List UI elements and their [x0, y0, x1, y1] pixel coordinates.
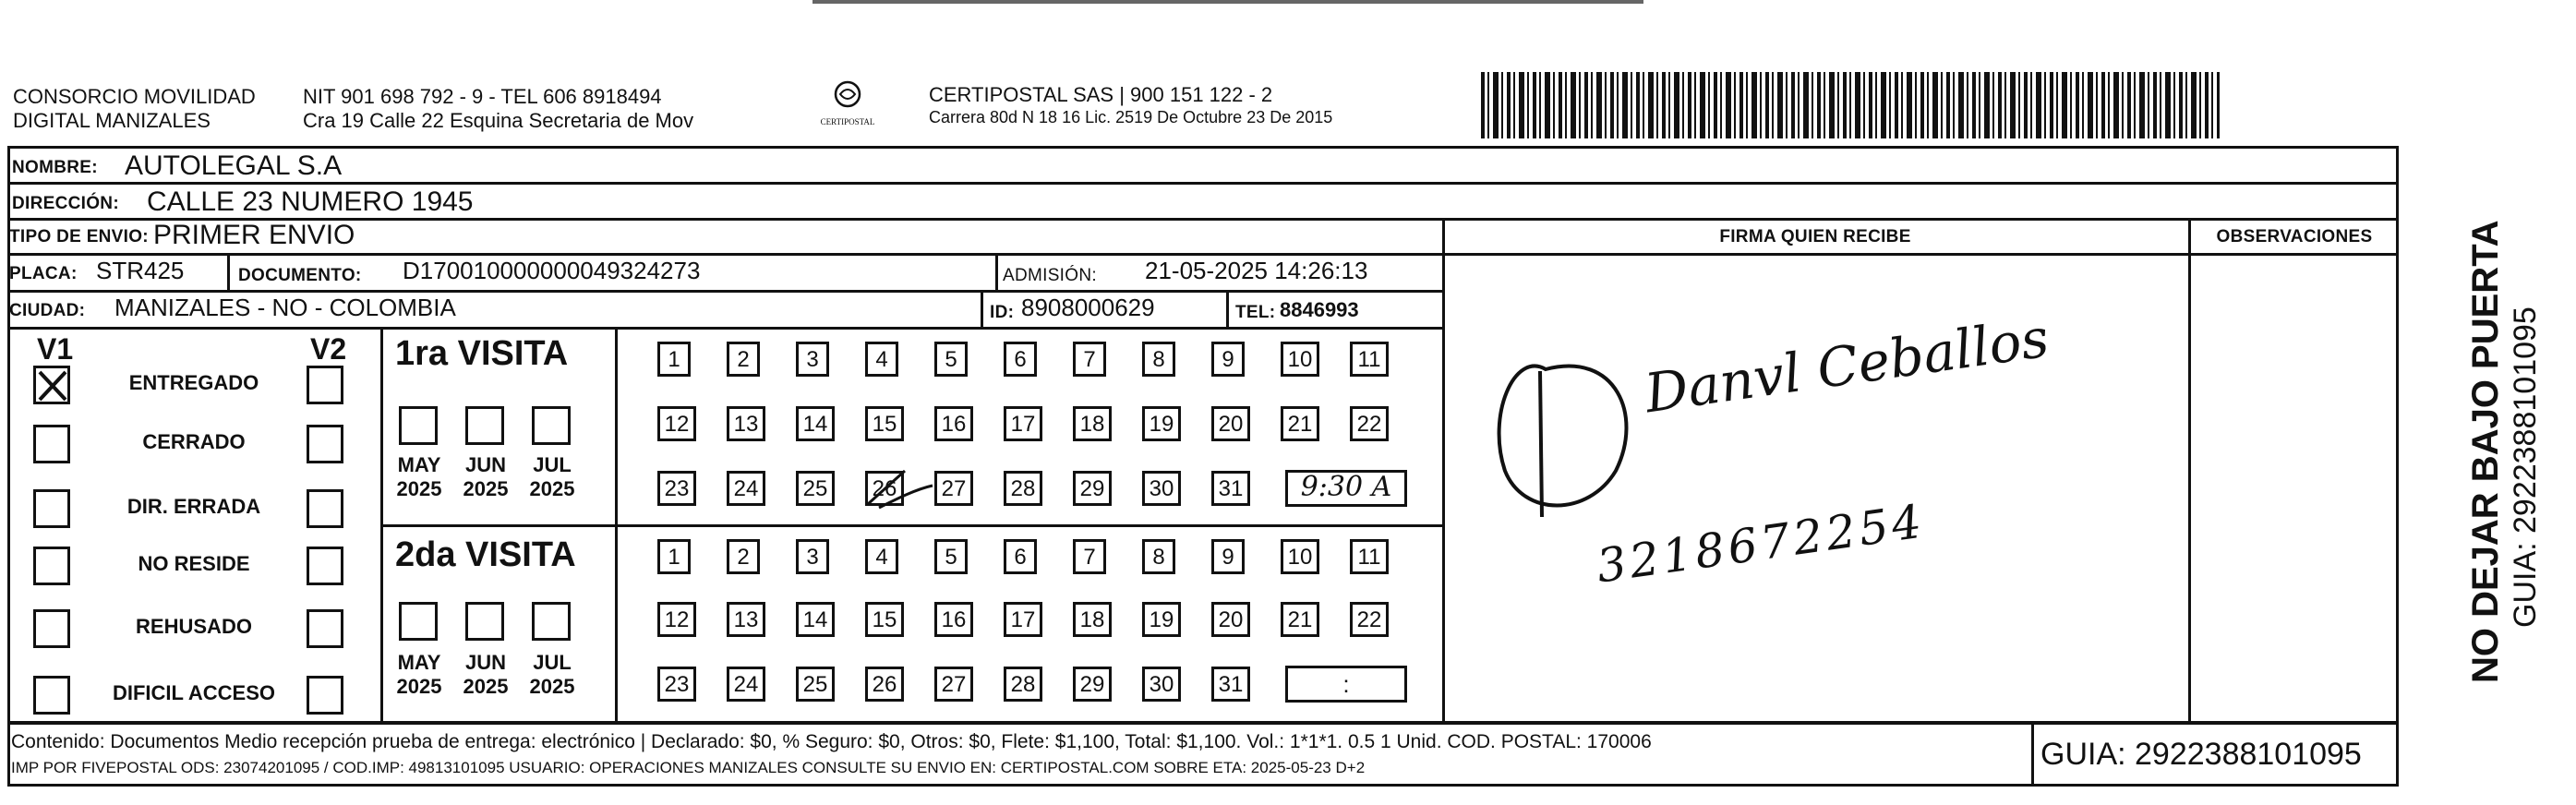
- day-box[interactable]: 3: [796, 539, 829, 574]
- v2-checkbox[interactable]: [307, 609, 343, 648]
- day-box[interactable]: 17: [1004, 406, 1042, 441]
- day-box[interactable]: 21: [1281, 406, 1319, 441]
- documento-value: D170010000000049324273: [403, 257, 701, 284]
- placa-value: STR425: [96, 257, 185, 284]
- day-26-mark: [861, 462, 934, 517]
- company-name: [13, 85, 256, 133]
- day-box[interactable]: 9: [1211, 342, 1245, 377]
- day-box[interactable]: 25: [796, 471, 835, 506]
- visit1-title: 1ra VISITA: [395, 334, 569, 373]
- day-box[interactable]: 13: [727, 406, 765, 441]
- status-label: ENTREGADO: [128, 371, 259, 394]
- day-box[interactable]: 25: [796, 667, 835, 702]
- v2-label: V2: [310, 332, 347, 366]
- direccion-row: [7, 182, 2399, 221]
- firma-label: FIRMA QUIEN RECIBE: [1719, 227, 1911, 246]
- day-box[interactable]: 30: [1142, 667, 1181, 702]
- certipostal-logo-icon: [829, 79, 866, 113]
- day-box[interactable]: 23: [657, 667, 696, 702]
- documento-label: DOCUMENTO:: [238, 266, 362, 285]
- nombre-value: AUTOLEGAL S.A: [125, 150, 343, 181]
- company-line-1: CONSORCIO MOVILIDAD: [13, 85, 256, 108]
- day-box[interactable]: 15: [865, 602, 904, 637]
- day-box[interactable]: 22: [1350, 406, 1389, 441]
- v1-checkbox[interactable]: [33, 489, 70, 528]
- footer-guia: GUIA: 2922388101095: [2040, 737, 2362, 772]
- tel-value: 8846993: [1280, 298, 1359, 321]
- tel-label: TEL:: [1235, 303, 1276, 322]
- v1-checkbox[interactable]: [33, 609, 70, 648]
- tipo-value: PRIMER ENVIO: [153, 220, 355, 250]
- v1-checkbox[interactable]: [33, 676, 70, 715]
- year-label: 2025: [463, 675, 509, 698]
- day-box[interactable]: 24: [727, 471, 765, 506]
- nombre-label: NOMBRE:: [12, 158, 98, 177]
- footer-imp: IMP POR FIVEPOSTAL ODS: 23074201095 / COD.IMP: 49813101095 USUARIO: OPERACIONES MANIZALES CONSULTE SU ENVIO EN: CERTIPOSTAL.COM SOBRE ETA: 2025-05-23 D+2: [11, 759, 1366, 776]
- certipostal-line-1: CERTIPOSTAL SAS | 900 151 122 - 2: [929, 83, 1273, 106]
- status-label: NO RESIDE: [138, 552, 250, 575]
- year-label: 2025: [529, 675, 575, 698]
- v1-checkbox[interactable]: [33, 425, 70, 463]
- status-label: DIR. ERRADA: [126, 495, 261, 518]
- month-label: JUN: [464, 453, 506, 476]
- v2-checkbox[interactable]: [307, 489, 343, 528]
- month-label: JUL: [533, 453, 572, 476]
- day-box[interactable]: 20: [1211, 602, 1250, 637]
- v1-checkbox[interactable]: [33, 366, 70, 404]
- admision-value: 21-05-2025 14:26:13: [1145, 257, 1368, 284]
- day-box[interactable]: 30: [1142, 471, 1181, 506]
- day-box[interactable]: 9: [1211, 539, 1245, 574]
- day-box[interactable]: 27: [934, 471, 973, 506]
- day-box[interactable]: 16: [934, 406, 973, 441]
- year-label: 2025: [396, 675, 442, 698]
- day-box[interactable]: 12: [657, 602, 696, 637]
- logo-text: CERTIPOSTAL: [820, 117, 875, 126]
- day-box[interactable]: 4: [865, 539, 898, 574]
- month-checkbox[interactable]: [532, 602, 571, 641]
- day-box[interactable]: 28: [1004, 471, 1042, 506]
- day-box[interactable]: 19: [1142, 602, 1181, 637]
- company-line-2: DIGITAL MANIZALES: [13, 109, 211, 132]
- day-box[interactable]: 5: [934, 342, 968, 377]
- v2-checkbox[interactable]: [307, 366, 343, 404]
- day-box[interactable]: 14: [796, 406, 835, 441]
- signature-name: Danvl Ceballos: [1641, 306, 2052, 426]
- day-box[interactable]: 6: [1004, 539, 1037, 574]
- nombre-row: [7, 146, 2399, 185]
- month-label: MAY: [397, 453, 441, 476]
- placa-label: PLACA:: [9, 264, 78, 283]
- year-label: 2025: [396, 477, 442, 500]
- day-box[interactable]: 19: [1142, 406, 1181, 441]
- day-box[interactable]: 16: [934, 602, 973, 637]
- top-edge: [813, 0, 1643, 4]
- day-box[interactable]: 10: [1281, 342, 1319, 377]
- day-box[interactable]: 1: [657, 342, 691, 377]
- direccion-value: CALLE 23 NUMERO 1945: [147, 186, 474, 217]
- v2-checkbox[interactable]: [307, 547, 343, 585]
- signature-phone: 3218672254: [1593, 494, 1929, 594]
- day-box[interactable]: 10: [1281, 539, 1319, 574]
- day-box[interactable]: 1: [657, 539, 691, 574]
- day-box[interactable]: 11: [1350, 539, 1389, 574]
- day-box[interactable]: 6: [1004, 342, 1037, 377]
- month-checkbox[interactable]: [465, 406, 504, 445]
- day-box[interactable]: 31: [1211, 471, 1250, 506]
- day-box[interactable]: 8: [1142, 342, 1175, 377]
- v2-checkbox[interactable]: [307, 425, 343, 463]
- month-label: JUL: [533, 651, 572, 674]
- footer-contenido: Contenido: Documentos Medio recepción prueba de entrega: electrónico | Declarado: $0, % Seguro: $0, Otros: $0, Flete: $1,100, Total: $1,100. Vol.: 1*1*1. 0.5 1 Unid. COD. POSTAL: 170006: [11, 731, 1652, 752]
- day-box[interactable]: 14: [796, 602, 835, 637]
- observaciones-label: OBSERVACIONES: [2216, 227, 2373, 246]
- ciudad-label: CIUDAD:: [9, 301, 86, 320]
- address-line: Cra 19 Calle 22 Esquina Secretaria de Mov: [303, 109, 694, 132]
- month-label: MAY: [397, 651, 441, 674]
- day-box[interactable]: 24: [727, 667, 765, 702]
- day-box[interactable]: 21: [1281, 602, 1319, 637]
- status-label: DIFICIL ACCESO: [112, 681, 275, 704]
- barcode: [1481, 72, 2220, 138]
- side-guia: GUIA: 2922388101095: [2508, 306, 2543, 628]
- year-label: 2025: [463, 477, 509, 500]
- v1-label: V1: [37, 332, 74, 366]
- nit-line: NIT 901 698 792 - 9 - TEL 606 8918494: [303, 85, 662, 108]
- id-label: ID:: [990, 303, 1015, 322]
- day-box[interactable]: 17: [1004, 602, 1042, 637]
- day-box[interactable]: 18: [1073, 602, 1112, 637]
- visit2-title: 2da VISITA: [395, 535, 576, 574]
- day-box[interactable]: 2: [727, 342, 760, 377]
- month-checkbox[interactable]: [399, 602, 438, 641]
- month-checkbox[interactable]: [465, 602, 504, 641]
- visit2-time[interactable]: :: [1285, 666, 1407, 703]
- company-contact: [303, 85, 693, 133]
- side-no-dejar: NO DEJAR BAJO PUERTA: [2465, 220, 2506, 683]
- month-label: JUN: [464, 651, 506, 674]
- day-box[interactable]: 7: [1073, 342, 1106, 377]
- day-box[interactable]: 31: [1211, 667, 1250, 702]
- day-box[interactable]: 3: [796, 342, 829, 377]
- year-label: 2025: [529, 477, 575, 500]
- v1-checkbox[interactable]: [33, 547, 70, 585]
- day-box[interactable]: 8: [1142, 539, 1175, 574]
- status-label: REHUSADO: [136, 615, 252, 638]
- ciudad-value: MANIZALES - NO - COLOMBIA: [114, 294, 456, 321]
- admision-label: ADMISIÓN:: [1003, 266, 1097, 285]
- day-box[interactable]: 26: [865, 667, 904, 702]
- tipo-label: TIPO DE ENVIO:: [9, 227, 149, 246]
- status-label: CERRADO: [142, 430, 246, 453]
- direccion-label: DIRECCIÓN:: [12, 194, 119, 213]
- day-box[interactable]: 27: [934, 667, 973, 702]
- day-box[interactable]: 29: [1073, 667, 1112, 702]
- day-box[interactable]: 12: [657, 406, 696, 441]
- month-checkbox[interactable]: [399, 406, 438, 445]
- id-value: 8908000629: [1021, 294, 1155, 321]
- day-box[interactable]: 28: [1004, 667, 1042, 702]
- day-box[interactable]: 23: [657, 471, 696, 506]
- day-box[interactable]: 26: [865, 471, 904, 506]
- day-box[interactable]: 15: [865, 406, 904, 441]
- day-box[interactable]: 20: [1211, 406, 1250, 441]
- check-x-icon: [36, 368, 69, 403]
- day-box[interactable]: 22: [1350, 602, 1389, 637]
- month-checkbox[interactable]: [532, 406, 571, 445]
- day-box[interactable]: 29: [1073, 471, 1112, 506]
- v2-checkbox[interactable]: [307, 676, 343, 715]
- day-box[interactable]: 5: [934, 539, 968, 574]
- certipostal-info: [929, 83, 1332, 127]
- day-box[interactable]: 11: [1350, 342, 1389, 377]
- certipostal-logo: [813, 79, 883, 126]
- day-box[interactable]: 13: [727, 602, 765, 637]
- visit1-time[interactable]: 9:30 A: [1285, 470, 1407, 507]
- day-box[interactable]: 4: [865, 342, 898, 377]
- day-box[interactable]: 2: [727, 539, 760, 574]
- certipostal-line-2: Carrera 80d N 18 16 Lic. 2519 De Octubre 23 De 2015: [929, 108, 1333, 126]
- day-box[interactable]: 18: [1073, 406, 1112, 441]
- day-box[interactable]: 7: [1073, 539, 1106, 574]
